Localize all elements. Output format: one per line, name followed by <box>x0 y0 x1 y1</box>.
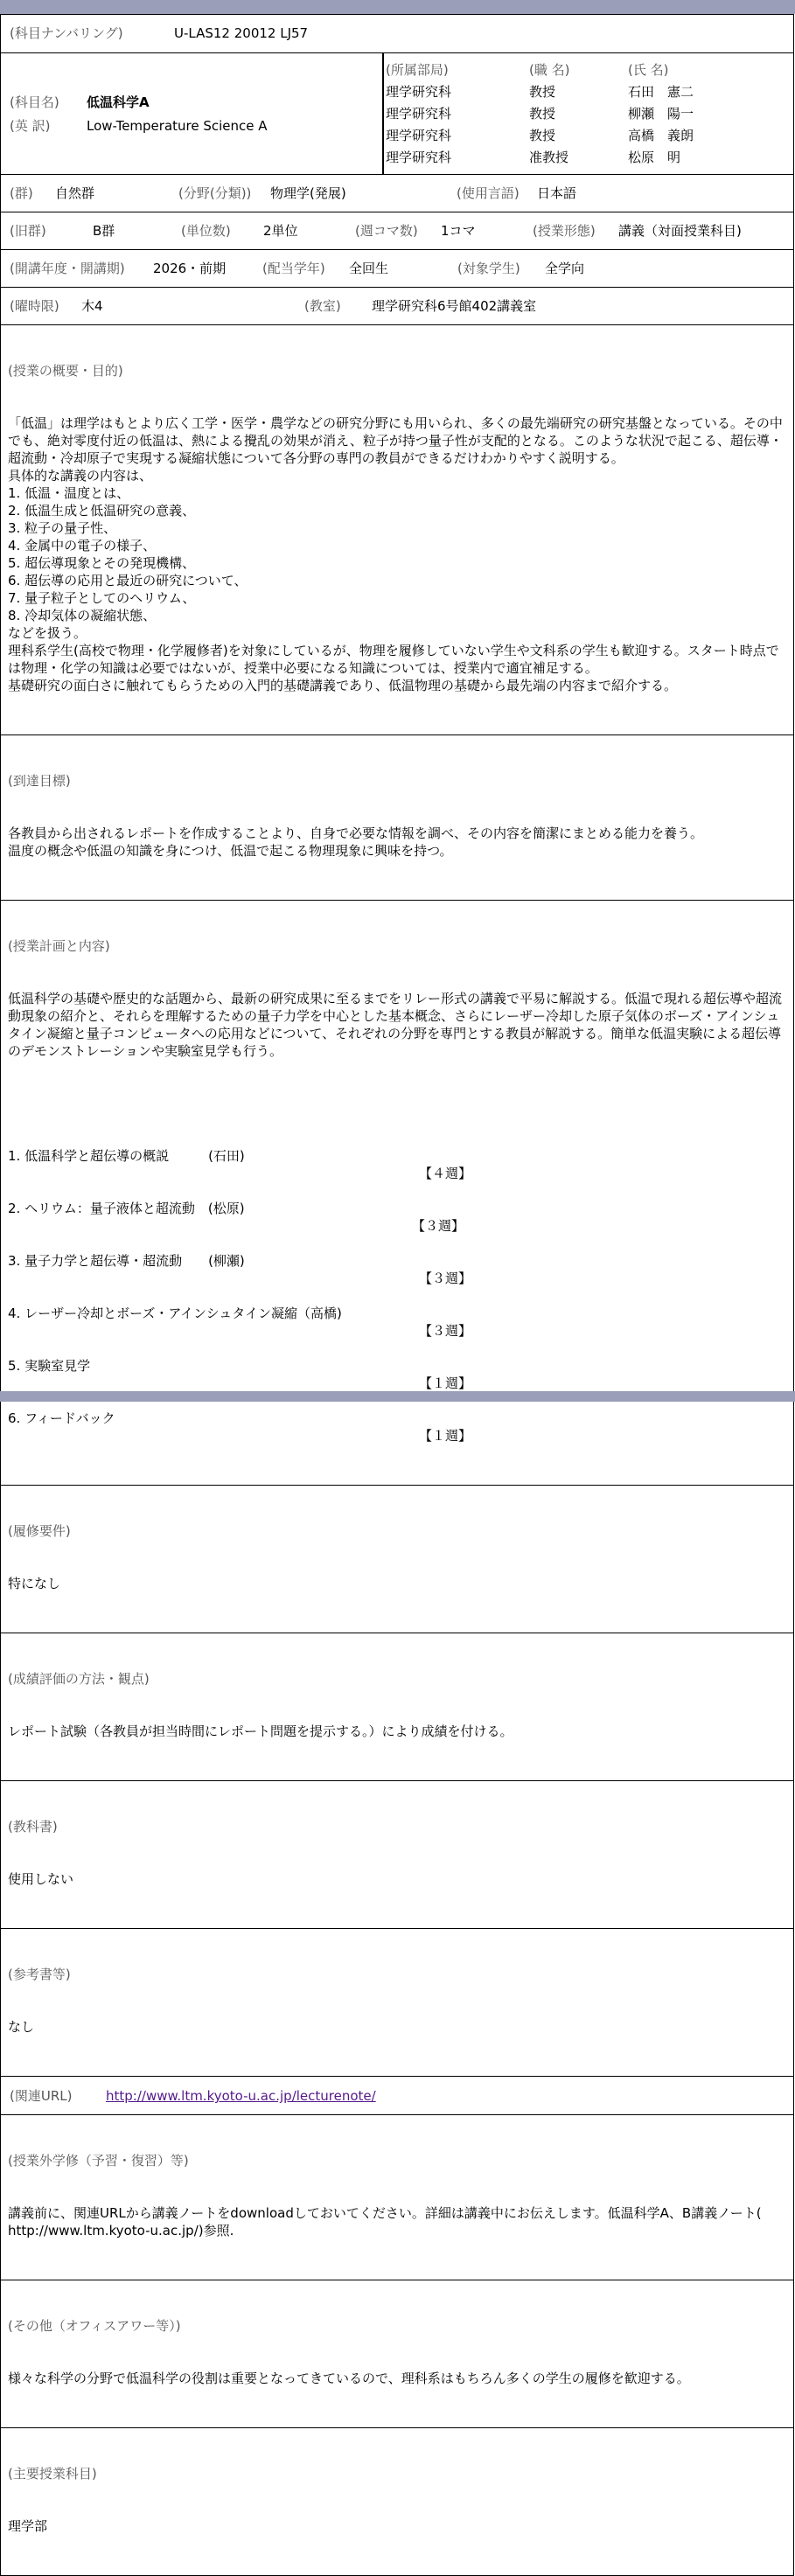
course-en: Low-Temperature Science A <box>87 118 268 134</box>
course-name-label: (科目名) <box>10 94 59 110</box>
target-label: (対象学生) <box>457 261 520 276</box>
textbook-label: (教科書) <box>8 1819 58 1835</box>
overview-section <box>0 325 794 735</box>
time-value: 木4 <box>81 298 103 314</box>
reference-section <box>0 1929 794 2077</box>
grading-label: (成績評価の方法・観点) <box>8 1671 150 1687</box>
main-subject-text: 理学部 <box>8 2518 48 2534</box>
prereq-label: (履修要件) <box>8 1523 71 1539</box>
staff-dept: 理学研究科 <box>386 128 452 143</box>
grading-text: レポート試験（各教員が担当時間にレポート問題を提示する。）により成績を付ける。 <box>8 1723 513 1739</box>
prep-text: 講義前に、関連URLから講義ノートをdownloadしておいてください。詳細は講義中にお伝えします。低温科学A、B講義ノート( http://www.ltm.kyoto-u.ac.jp/)参照. <box>8 2205 766 2238</box>
prereq-section <box>0 1486 794 1633</box>
staff-dept: 理学研究科 <box>386 150 452 165</box>
group-label: (群) <box>10 185 33 201</box>
overview-text: 「低温」は理学はもとより広く工学・医学・農学などの研究分野にも用いられ、多くの最先端研究の研究基盤となっている。その中でも、絶対零度付近の低温は、熱による攪乱の効果が消え、粒子が持つ量子性が支配的となる。このような状況で起こる、超伝導・超流動・冷却原子で実現する凝縮状態について各分野の専門の教員ができるだけわかりやすく説明する。 具体的な講義の内容は、 1. 低温・温度とは、 2. 低温生成と低温研究の意義、 3. 粒子の量子性、 4. 金属中の電子の様子、 5. 超伝導現象とその発現機構、 6. 超伝導の応用と最近の研究について、 7. 量子粒子としてのヘリウム、 8. 冷却気体の凝縮状態、 などを扱う。 理科系学生(高校で物理・化学履修者)を対象にしているが、物理を履修していない学生や文科系の学生も歓迎する。スタート時点では物理・化学の知識は必要ではないが、授業中必要になる知識については、授業内で適宜補足する。 基礎研究の面白さに触れてもらうための入門的基礎講義であり、低温物理の基礎から最先端の内容まで紹介する。 <box>8 415 783 693</box>
goals-section <box>0 735 794 901</box>
form-label: (授業形態) <box>533 223 596 239</box>
staff-title: 准教授 <box>529 150 569 165</box>
other-label: (その他（オフィスアワー等）) <box>8 2318 181 2334</box>
staff-dept: 理学研究科 <box>386 84 452 100</box>
staff-name: 柳瀬 陽一 <box>628 106 694 122</box>
target-value: 全学向 <box>545 261 585 276</box>
info-row-credits <box>0 212 794 250</box>
staff-title: 教授 <box>529 128 556 143</box>
other-section <box>0 2280 794 2428</box>
other-text: 様々な科学の分野で低温科学の役割は重要となってきているので、理科系はもちろん多くの学生の履修を歓迎する。 <box>8 2371 690 2386</box>
credit-value: 2単位 <box>263 223 298 239</box>
textbook-text: 使用しない <box>8 1871 74 1887</box>
schedule-item <box>8 1235 786 1286</box>
staff-header-name: (氏 名) <box>628 62 669 78</box>
koma-value: 1コマ <box>441 223 476 239</box>
schedule-item <box>8 1130 786 1181</box>
schedule-title: 1. 低温科学と超伝導の概説 (石田) <box>8 1148 245 1164</box>
reference-text: なし <box>8 2019 35 2035</box>
textbook-section <box>0 1781 794 1929</box>
grading-section <box>0 1633 794 1781</box>
numbering-label: (科目ナンバリング) <box>10 25 123 41</box>
group-value: 自然群 <box>55 185 95 201</box>
staff-name: 松原 明 <box>628 150 681 165</box>
info-row-year <box>0 250 794 288</box>
staff-dept: 理学研究科 <box>386 106 452 122</box>
year-label: (開講年度・開講期) <box>10 261 125 276</box>
schedule-weeks: 【３週】 <box>419 1271 472 1286</box>
credit-label: (単位数) <box>181 223 231 239</box>
staff-header-dept: (所属部局) <box>386 62 449 78</box>
schedule-item <box>8 1182 786 1234</box>
schedule-item <box>8 1287 786 1339</box>
url-row <box>0 2077 794 2115</box>
staff-header-title: (職 名) <box>529 62 570 78</box>
field-label: (分野(分類)) <box>178 185 252 201</box>
language-value: 日本語 <box>537 185 577 201</box>
schedule-weeks: 【１週】 <box>419 1375 472 1391</box>
course-divider <box>382 53 384 174</box>
staff-title: 教授 <box>529 106 556 122</box>
main-subject-section <box>0 2428 794 2576</box>
staff-title: 教授 <box>529 84 556 100</box>
schedule-weeks: 【３週】 <box>412 1218 465 1234</box>
schedule-weeks: 【４週】 <box>419 1166 472 1181</box>
goals-text: 各教員から出されるレポートを作成することより、自身で必要な情報を調べ、その内容を簡潔にまとめる能力を養う。 温度の概念や低温の知識を身につけ、低温で起こる物理現象に興味を持つ。 <box>8 825 704 859</box>
schedule-title: 3. 量子力学と超伝導・超流動 (柳瀬) <box>8 1253 245 1269</box>
main-subject-label: (主要授業科目) <box>8 2466 97 2482</box>
schedule-weeks: 【３週】 <box>419 1323 472 1339</box>
prereq-text: 特になし <box>8 1576 61 1591</box>
prep-label: (授業外学修（予習・復習）等) <box>8 2153 189 2169</box>
schedule-title: 5. 実験室見学 <box>8 1358 91 1374</box>
overview-label: (授業の概要・目的) <box>8 363 123 379</box>
old-group-value: B群 <box>93 223 115 239</box>
course-row <box>0 53 794 175</box>
numbering-row <box>0 14 794 53</box>
goals-label: (到達目標) <box>8 773 71 789</box>
schedule-title: 2. ヘリウム：量子液体と超流動 (松原) <box>8 1201 245 1216</box>
grade-label: (配当学年) <box>262 261 325 276</box>
numbering-value: U-LAS12 20012 LJ57 <box>174 25 309 41</box>
old-group-label: (旧群) <box>10 223 46 239</box>
language-label: (使用言語) <box>457 185 520 201</box>
related-url-link[interactable]: http://www.ltm.kyoto-u.ac.jp/lecturenote/ <box>106 2088 376 2104</box>
koma-label: (週コマ数) <box>355 223 418 239</box>
reference-label: (参考書等) <box>8 1967 71 1982</box>
year-value: 2026・前期 <box>153 261 227 276</box>
schedule-title: 4. レーザー冷却とボーズ・アインシュタイン凝縮（高橋) <box>8 1305 342 1321</box>
time-label: (曜時限) <box>10 298 59 314</box>
top-bar <box>0 0 795 14</box>
staff-name: 石田 憲二 <box>628 84 694 100</box>
bottom-bar <box>0 1391 795 1402</box>
schedule-weeks: 【１週】 <box>419 1428 472 1444</box>
schedule-item <box>8 1340 786 1391</box>
prep-section <box>0 2115 794 2280</box>
info-row-room <box>0 288 794 325</box>
course-name: 低温科学A <box>87 94 150 110</box>
info-row-group <box>0 175 794 212</box>
grade-value: 全回生 <box>349 261 389 276</box>
form-value: 講義（対面授業科目) <box>618 223 742 239</box>
plan-label: (授業計画と内容) <box>8 938 110 954</box>
field-value: 物理学(発展) <box>270 185 346 201</box>
url-label: (関連URL) <box>10 2088 73 2104</box>
room-value: 理学研究科6号館402講義室 <box>372 298 537 314</box>
schedule-title: 6. フィードバック <box>8 1410 115 1426</box>
plan-text: 低温科学の基礎や歴史的な話題から、最新の研究成果に至るまでをリレー形式の講義で平易に解説する。低温で現れる超伝導や超流動現象の紹介と、それらを理解するための量子力学を中心とした基本概念、さらにレーザー冷却した原子気体のボーズ・アインシュタイン凝縮と量子コンピュータへの応用などについて、それぞれの分野を専門とする教員が解説する。簡単な低温実験による超伝導のデモンストレーションや実験室見学も行う。 <box>8 991 783 1059</box>
room-label: (教室) <box>304 298 341 314</box>
syllabus-sheet <box>0 14 794 2576</box>
course-en-label: (英 訳) <box>10 118 51 134</box>
staff-name: 高橋 義朗 <box>628 128 694 143</box>
